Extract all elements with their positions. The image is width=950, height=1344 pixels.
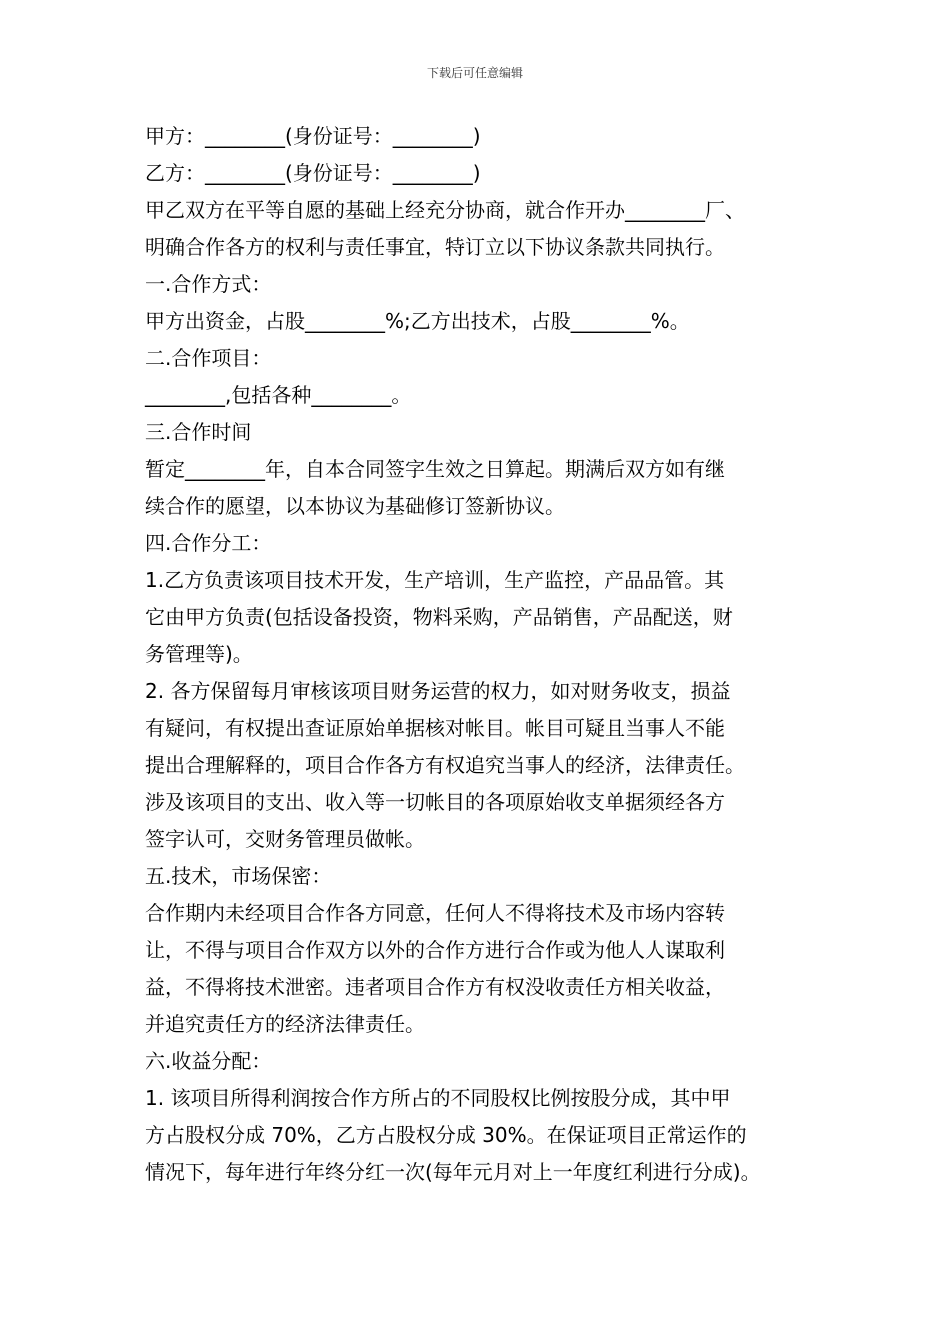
section-heading: 二.合作项目： bbox=[145, 346, 272, 370]
text-line: 合作期内未经项目合作各方同意，任何人不得将技术及市场内容转 bbox=[145, 901, 725, 925]
text-line: 甲方：________(身份证号：________) bbox=[145, 124, 481, 148]
section-heading: 六.收益分配： bbox=[145, 1049, 272, 1073]
text-line: 明确合作各方的权利与责任事宜，特订立以下协议条款共同执行。 bbox=[145, 235, 725, 259]
text-line: 益，不得将技术泄密。违者项目合作方有权没收责任方相关收益， bbox=[145, 975, 725, 999]
page-header: 下载后可任意编辑 bbox=[426, 66, 523, 80]
text-line: 情况下，每年进行年终分红一次(每年元月对上一年度红利进行分成)。 bbox=[145, 1160, 761, 1184]
text-line: 乙方：________(身份证号：________) bbox=[145, 161, 481, 185]
text-line: 务管理等)。 bbox=[145, 642, 253, 666]
section-heading: 五.技术，市场保密： bbox=[145, 864, 332, 888]
text-line: 甲方出资金，占股________%;乙方出技术，占股________%。 bbox=[145, 309, 690, 333]
text-line: 续合作的愿望，以本协议为基础修订签新协议。 bbox=[145, 494, 565, 518]
text-line: 签字认可，交财务管理员做帐。 bbox=[145, 827, 425, 851]
text-line: ________,包括各种________。 bbox=[145, 383, 412, 407]
text-line: 提出合理解释的，项目合作各方有权追究当事人的经济，法律责任。 bbox=[145, 753, 745, 777]
text-line: 1. 该项目所得利润按合作方所占的不同股权比例按股分成，其中甲 bbox=[145, 1086, 731, 1110]
text-line: 1.乙方负责该项目技术开发，生产培训，生产监控，产品品管。其 bbox=[145, 568, 725, 592]
text-line: 甲乙双方在平等自愿的基础上经充分协商，就合作开办________厂、 bbox=[145, 198, 745, 222]
text-line: 暂定________年，自本合同签字生效之日算起。期满后双方如有继 bbox=[145, 457, 725, 481]
section-heading: 一.合作方式： bbox=[145, 272, 272, 296]
text-line: 有疑问，有权提出查证原始单据核对帐目。帐目可疑且当事人不能 bbox=[145, 716, 725, 740]
text-line: 2. 各方保留每月审核该项目财务运营的权力，如对财务收支，损益 bbox=[145, 679, 731, 703]
section-heading: 三.合作时间 bbox=[145, 420, 252, 444]
section-heading: 四.合作分工： bbox=[145, 531, 272, 555]
document-body bbox=[145, 118, 825, 1191]
text-line: 涉及该项目的支出、收入等一切帐目的各项原始收支单据须经各方 bbox=[145, 790, 725, 814]
text-line: 并追究责任方的经济法律责任。 bbox=[145, 1012, 425, 1036]
text-line: 让，不得与项目合作双方以外的合作方进行合作或为他人人谋取利 bbox=[145, 938, 725, 962]
text-line: 它由甲方负责(包括设备投资，物料采购，产品销售，产品配送，财 bbox=[145, 605, 733, 629]
text-line: 方占股权分成 70%，乙方占股权分成 30%。在保证项目正常运作的 bbox=[145, 1123, 747, 1147]
